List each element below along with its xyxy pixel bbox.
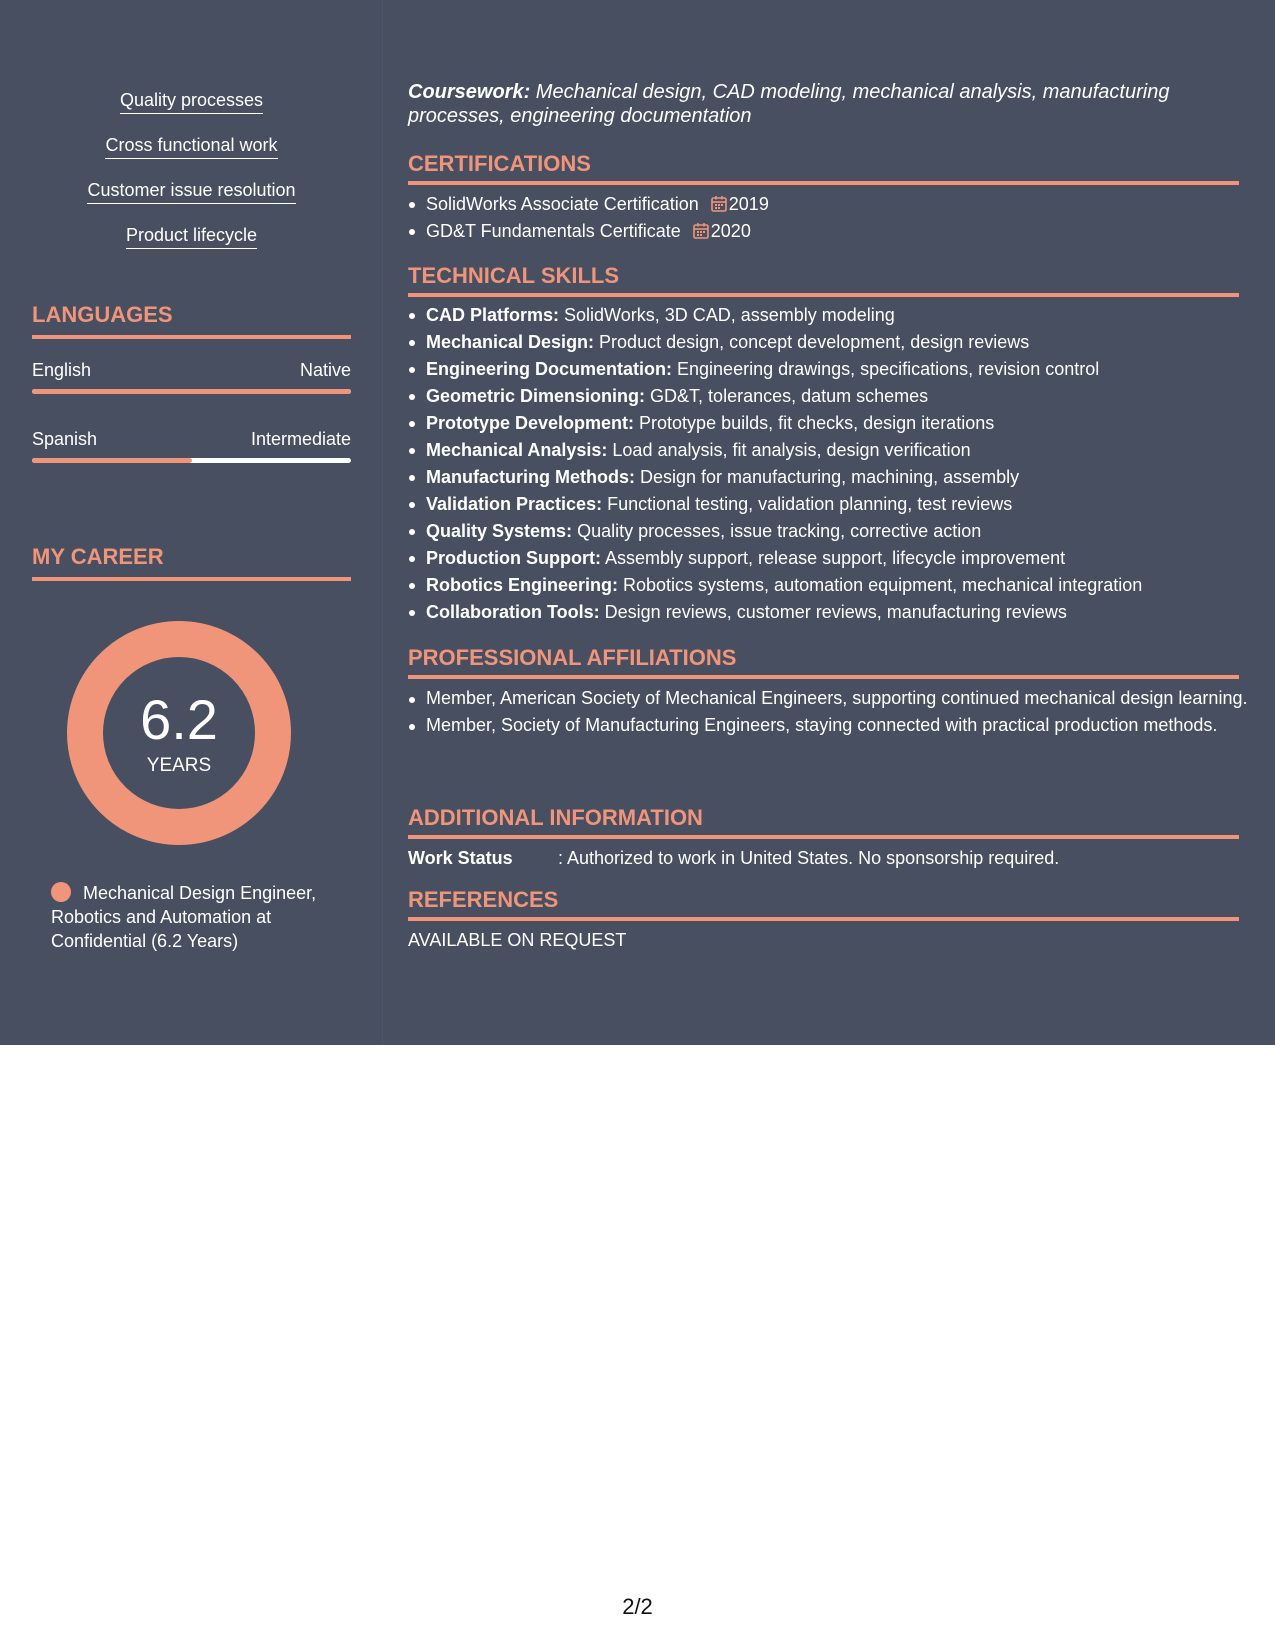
skill-text: Product design, concept development, design reviews <box>594 332 1030 352</box>
certifications-list <box>408 191 1257 245</box>
skill-label: Validation Practices: <box>426 494 603 514</box>
skill-item <box>426 518 1257 545</box>
skill-text: Functional testing, validation planning, test reviews <box>602 494 1013 514</box>
skill-label: Mechanical Analysis: <box>426 440 608 460</box>
work-status-value: : Authorized to work in United States. No sponsorship required. <box>558 848 1060 868</box>
certification-year: 2019 <box>728 194 769 214</box>
language-proficiency-fill <box>32 458 192 463</box>
affiliation-item: Member, Society of Manufacturing Engineers, staying connected with practical production methods. <box>426 713 1257 737</box>
languages-heading: LANGUAGES <box>32 301 351 339</box>
skill-tag <box>32 88 351 114</box>
language-level: Intermediate <box>250 429 351 449</box>
coursework-label: Coursework: <box>408 81 531 103</box>
skill-item <box>426 410 1257 437</box>
affiliations-list <box>408 686 1257 737</box>
skill-item <box>426 464 1257 491</box>
coursework <box>408 80 1239 128</box>
page-number: 2/2 <box>622 1594 653 1619</box>
skill-text: SolidWorks, 3D CAD, assembly modeling <box>559 305 895 325</box>
language-row <box>32 359 351 381</box>
skill-tag-label: Quality processes <box>120 88 263 114</box>
skill-label: Quality Systems: <box>426 521 573 541</box>
language-proficiency-fill <box>32 389 351 394</box>
skill-item <box>426 545 1257 572</box>
calendar-icon <box>711 195 727 212</box>
skill-label: Mechanical Design: <box>426 332 595 352</box>
skill-item <box>426 599 1257 626</box>
skill-text: Design for manufacturing, machining, assembly <box>635 467 1020 487</box>
coursework-text: Mechanical design, CAD modeling, mechanical analysis, manufacturing processes, engineering documentation <box>408 81 1170 127</box>
skill-text: Design reviews, customer reviews, manufacturing reviews <box>599 602 1067 622</box>
skill-tag-label: Cross functional work <box>105 133 277 159</box>
skill-item <box>426 572 1257 599</box>
references-heading: REFERENCES <box>408 886 1239 921</box>
skill-text: Assembly support, release support, lifecycle improvement <box>600 548 1066 568</box>
certifications-heading: CERTIFICATIONS <box>408 150 1239 185</box>
skill-tag <box>32 223 351 249</box>
certification-year: 2020 <box>710 221 751 241</box>
language-level: Native <box>299 360 351 380</box>
work-status-row <box>408 846 1239 870</box>
skill-text: Robotics systems, automation equipment, mechanical integration <box>618 575 1143 595</box>
skill-item <box>426 383 1257 410</box>
skill-text: Engineering drawings, specifications, revision control <box>672 359 1100 379</box>
skill-label: CAD Platforms: <box>426 305 560 325</box>
skill-item <box>426 437 1257 464</box>
certification-item <box>426 218 1257 245</box>
language-row <box>32 428 351 450</box>
certification-name: SolidWorks Associate Certification <box>426 194 699 214</box>
skill-text: GD&T, tolerances, datum schemes <box>645 386 929 406</box>
career-entry-text: Mechanical Design Engineer, Robotics and Automation at Confidential (6.2 Years) <box>51 883 317 951</box>
skill-item <box>426 329 1257 356</box>
skill-tag <box>32 133 351 159</box>
skill-item <box>426 356 1257 383</box>
language-name: Spanish <box>32 429 98 449</box>
career-entry <box>51 881 341 953</box>
skill-label: Production Support: <box>426 548 601 568</box>
certification-item <box>426 191 1257 218</box>
career-total-years: 6.2 <box>140 688 218 751</box>
skill-label: Collaboration Tools: <box>426 602 600 622</box>
skill-label: Engineering Documentation: <box>426 359 673 379</box>
skill-label: Manufacturing Methods: <box>426 467 635 487</box>
work-status-label: Work Status <box>408 848 513 868</box>
affiliations-heading: PROFESSIONAL AFFILIATIONS <box>408 644 1239 679</box>
skill-text: Load analysis, fit analysis, design verification <box>607 440 971 460</box>
references-text: AVAILABLE ON REQUEST <box>408 930 627 950</box>
language-name: English <box>32 360 92 380</box>
language-proficiency-bar <box>32 458 351 463</box>
certification-name: GD&T Fundamentals Certificate <box>426 221 681 241</box>
calendar-icon <box>693 222 709 239</box>
skill-label: Geometric Dimensioning: <box>426 386 646 406</box>
affiliation-item: Member, American Society of Mechanical Engineers, supporting continued mechanical design learning. <box>426 686 1257 710</box>
skill-text: Prototype builds, fit checks, design iterations <box>634 413 995 433</box>
skill-tag <box>32 178 351 204</box>
skill-tag-label: Customer issue resolution <box>87 178 295 204</box>
skill-item <box>426 302 1257 329</box>
career-dot-icon <box>51 882 71 902</box>
skill-item <box>426 491 1257 518</box>
career-heading: MY CAREER <box>32 543 351 581</box>
skill-label: Prototype Development: <box>426 413 635 433</box>
career-years-label: YEARS <box>146 755 212 776</box>
skill-label: Robotics Engineering: <box>426 575 619 595</box>
skill-text: Quality processes, issue tracking, corrective action <box>572 521 982 541</box>
column-divider <box>382 0 383 1045</box>
technical-skills-list <box>408 302 1257 626</box>
skill-tag-label: Product lifecycle <box>126 223 257 249</box>
additional-info-heading: ADDITIONAL INFORMATION <box>408 804 1239 839</box>
technical-skills-heading: TECHNICAL SKILLS <box>408 262 1239 297</box>
language-proficiency-bar <box>32 389 351 394</box>
